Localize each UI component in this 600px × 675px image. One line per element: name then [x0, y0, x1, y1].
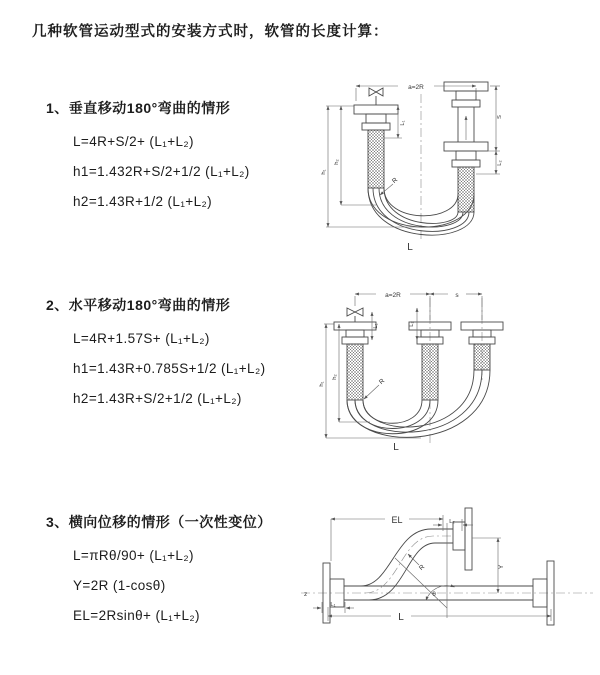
dim-label-h2: h₂ — [334, 159, 340, 165]
dim-label-l1: L₁ — [373, 323, 379, 329]
section-horizontal-180 — [46, 295, 265, 414]
hose-s-curve — [344, 529, 453, 600]
right-flange-lower — [444, 142, 488, 212]
dim-label-h1: h₁ — [321, 169, 327, 175]
dim-label-theta: θ — [432, 591, 436, 598]
axis-break-mark: z — [304, 591, 308, 598]
dim-label-stroke: s — [455, 292, 459, 299]
section-vertical-180 — [46, 98, 250, 217]
dim-label-y: Y — [498, 564, 505, 570]
section-lateral-displacement — [46, 512, 272, 631]
dim-label-l1: L₁ — [400, 120, 406, 126]
diagram-vertical-180 — [310, 72, 590, 252]
section-heading: 3、横向位移的情形（一次性变位） — [46, 514, 272, 530]
diagram-horizontal-180 — [310, 282, 595, 457]
diagram-3-svg — [295, 503, 600, 648]
radius-callout — [364, 377, 386, 399]
valve-icon — [347, 308, 363, 322]
section-heading: 2、水平移动180°弯曲的情形 — [46, 297, 231, 313]
dimension-y — [472, 538, 501, 593]
dimension-total-length — [328, 607, 551, 621]
formula-line: Y=2R (1-cosθ) — [73, 578, 166, 593]
formula-list — [73, 127, 250, 217]
left-flange — [354, 105, 398, 188]
formula-line: L=πRθ/90+ (L₁+L₂) — [73, 548, 194, 563]
right-flange — [461, 322, 503, 370]
dim-label-span: a=2R — [385, 292, 401, 299]
dimension-span — [355, 294, 482, 320]
formula-line: h1=1.43R+0.785S+1/2 (L₁+L₂) — [73, 361, 266, 376]
dim-label-stroke: S — [497, 115, 503, 119]
dim-label-span: a=2R — [408, 84, 424, 91]
dim-label-radius: R — [417, 563, 427, 573]
dim-label-l2: L₂ — [449, 519, 455, 525]
formula-list — [73, 324, 265, 414]
hose-u-bend-displaced — [347, 370, 490, 437]
upper-flange-displaced — [453, 508, 472, 570]
formula-line: L=4R+S/2+ (L₁+L₂) — [73, 134, 194, 149]
dim-label-total-length: L — [393, 442, 399, 453]
diagram-1-svg — [310, 72, 590, 252]
formula-line: h1=1.432R+S/2+1/2 (L₁+L₂) — [73, 164, 250, 179]
dim-label-l2: L₂ — [497, 160, 503, 166]
page-title: 几种软管运动型式的安装方式时，软管的长度计算： — [32, 24, 389, 40]
formula-line: EL=2Rsinθ+ (L₁+L₂) — [73, 608, 200, 623]
diagram-2-svg — [310, 282, 595, 457]
hose-u-bend-original — [347, 400, 438, 434]
dim-label-el: EL — [391, 515, 403, 525]
section-heading: 1、垂直移动180°弯曲的情形 — [46, 100, 231, 116]
dim-label-total-length: L — [398, 612, 404, 623]
diagram-lateral-displacement — [295, 503, 600, 648]
formula-list — [73, 541, 272, 631]
left-flange — [334, 322, 376, 400]
valve-icon — [369, 88, 383, 105]
dim-label-h2: h₂ — [332, 374, 338, 380]
dim-label-h1: h₁ — [319, 381, 325, 387]
formula-line: h2=1.43R+S/2+1/2 (L₁+L₂) — [73, 391, 242, 406]
formula-line: L=4R+1.57S+ (L₁+L₂) — [73, 331, 210, 346]
formula-line: h2=1.43R+1/2 (L₁+L₂) — [73, 194, 213, 209]
dim-label-radius: R — [390, 176, 400, 186]
radius-callout — [408, 554, 426, 572]
dim-label-radius: R — [377, 377, 387, 387]
dim-label-total-length: L — [407, 242, 413, 252]
dimension-el — [331, 515, 443, 561]
dim-label-l1: L₁ — [330, 602, 336, 608]
dim-label-l2: L₂ — [409, 321, 415, 327]
